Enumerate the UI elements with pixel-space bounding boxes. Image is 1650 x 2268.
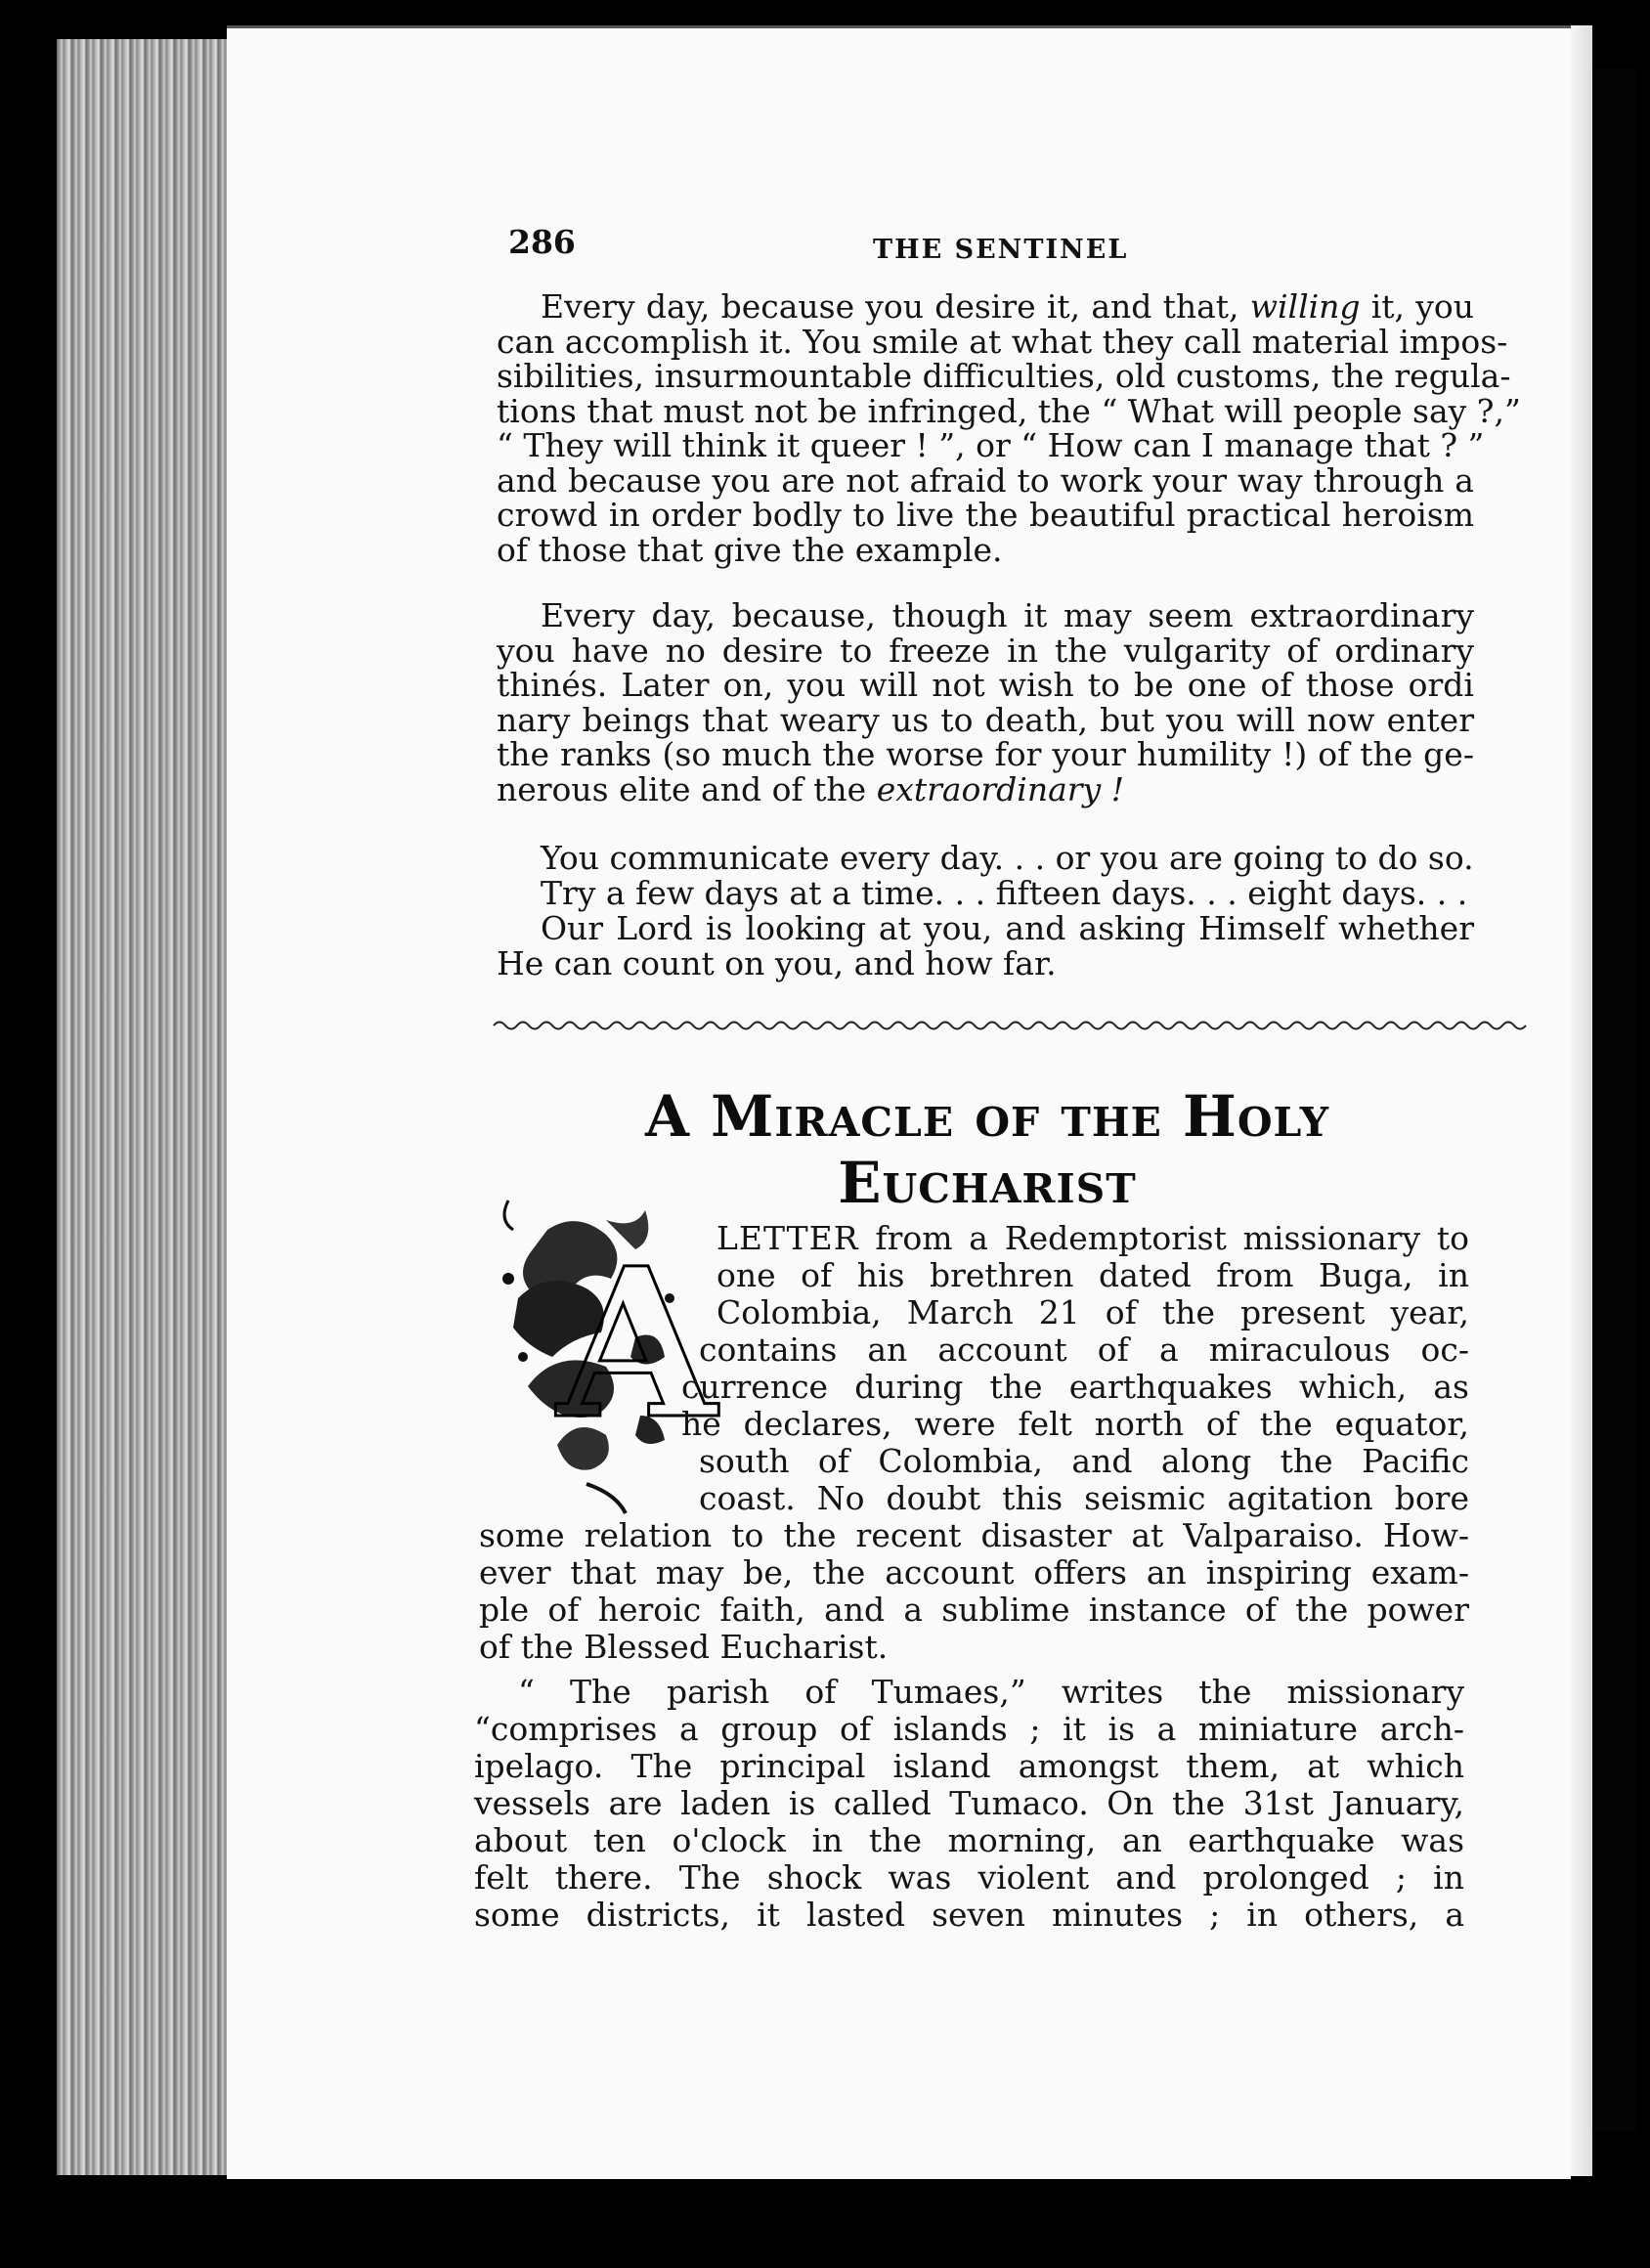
text-line: of those that give the example. (497, 530, 1003, 569)
text-line: contains an account of a miraculous oc- (699, 1330, 1469, 1369)
text-line: you have no desire to freeze in the vulgarity of ordinary (497, 631, 1474, 670)
text-line: currence during the earthquakes which, as (681, 1368, 1469, 1406)
text-line: ple of heroic faith, and a sublime instance of the power (479, 1591, 1469, 1629)
page-number: 286 (508, 223, 576, 261)
text-line: “comprises a group of islands ; it is a miniature arch- (474, 1710, 1464, 1748)
text-line: “ The parish of Tumaes,” writes the missionary (518, 1673, 1464, 1711)
decorated-initial-letter (489, 1191, 716, 1518)
article-paragraph-1-mid (681, 1330, 1469, 1517)
text-line: Try a few days at a time. . . fifteen days. . . eight days. . . (541, 874, 1468, 912)
text-line: “ They will think it queer ! ”, or “ How can I manage that ? ” (497, 426, 1485, 464)
initial-letter-glyph: A (557, 1223, 716, 1464)
text-line: tions that must not be infringed, the “ What will people say ?,” (497, 391, 1521, 430)
text-line: can accomplish it. You smile at what they call material impos- (497, 322, 1508, 361)
text-line: of the Blessed Eucharist. (479, 1628, 889, 1666)
text-line: sibilities, insurmountable difficulties, old customs, the regula- (497, 357, 1511, 395)
text-line: ipelago. The principal island amongst them, at which (474, 1747, 1464, 1785)
text-line: LETTER from a Redemptorist missionary to (716, 1219, 1469, 1257)
paragraph-try (497, 876, 1474, 911)
text-line: coast. No doubt this seismic agitation bore (699, 1479, 1469, 1517)
text-line: and because you are not afraid to work your way through a (497, 460, 1474, 500)
text-line: You communicate every day. . . or you are going to do so. (541, 839, 1474, 877)
article-paragraph-1-top (716, 1220, 1469, 1331)
text-line: some relation to the recent disaster at Valparaiso. How- (479, 1516, 1469, 1554)
text-line: Our Lord is looking at you, and asking Himself whether (541, 909, 1474, 947)
paragraph-our-lord (497, 911, 1474, 981)
article-title: A Miracle of the Holy Eucharist (644, 1083, 1330, 1216)
text-line: some districts, it lasted seven minutes ; in others, a (474, 1896, 1464, 1934)
paragraph-communicate (497, 841, 1474, 876)
text-line: felt there. The shock was violent and prolonged ; in (474, 1858, 1464, 1897)
paragraph-every-day-2 (497, 598, 1474, 807)
text-line: Every day, because you desire it, and that, willing it, you (541, 287, 1474, 326)
text-line: nary beings that weary us to death, but you will now enter (497, 700, 1474, 739)
text-line: He can count on you, and how far. (497, 943, 1057, 982)
text-line: ever that may be, the account offers an inspiring exam- (479, 1553, 1469, 1592)
text-line: Every day, because, though it may seem extraordinary (541, 596, 1474, 634)
text-line: about ten o'clock in the morning, an earthquake was (474, 1821, 1464, 1859)
text-line: vessels are laden is called Tumaco. On the 31st January, (474, 1784, 1464, 1822)
page-header (508, 223, 1486, 282)
text-line: thinés. Later on, you will not wish to be one of those ordi (497, 666, 1474, 704)
paragraph-every-day-1 (497, 287, 1521, 569)
text-line: Colombia, March 21 of the present year, (716, 1293, 1469, 1331)
right-page-edge (1571, 25, 1592, 2176)
text-line: he declares, were felt north of the equator, (681, 1405, 1469, 1443)
text-line: crowd in order bodly to live the beautiful practical heroism (497, 496, 1474, 534)
facing-page-shadow (1593, 68, 1636, 2131)
wavy-divider (494, 1017, 1476, 1034)
text-line: the ranks (so much the worse for your humility !) of the ge- (497, 735, 1474, 773)
text-line: nerous elite and of the extraordinary ! (497, 769, 1124, 808)
article-paragraph-2 (474, 1674, 1464, 1934)
article-paragraph-1-bottom (479, 1517, 1469, 1666)
running-head: THE SENTINEL (873, 235, 1129, 265)
text-line: south of Colombia, and along the Pacific (699, 1442, 1469, 1480)
text-line: one of his brethren dated from Buga, in (716, 1256, 1469, 1294)
